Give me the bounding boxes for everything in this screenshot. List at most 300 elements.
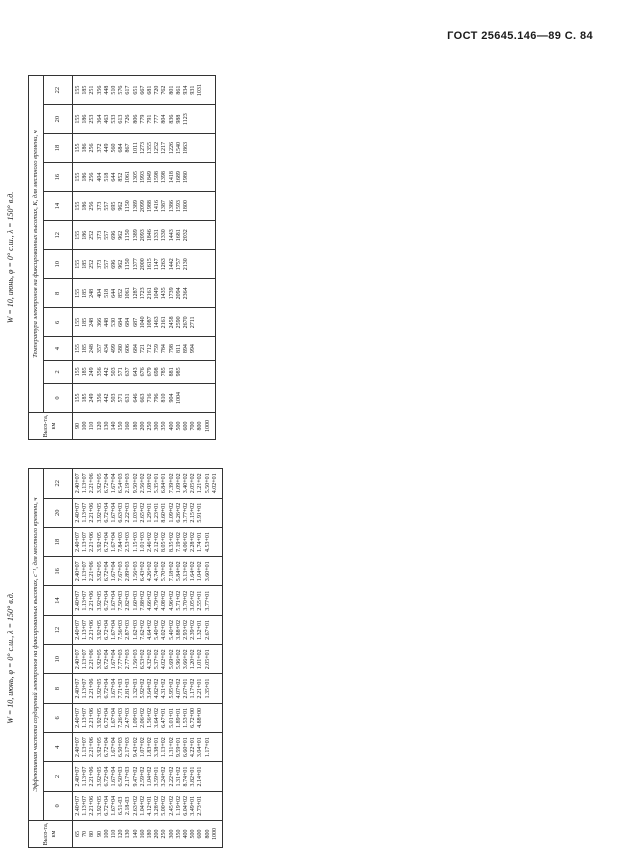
table-cell: 576 <box>118 85 125 95</box>
table-cell: 2032 <box>183 229 190 242</box>
data-column <box>73 469 223 499</box>
table-cell: 759 <box>154 344 161 354</box>
table-cell: 560 <box>111 143 118 153</box>
height-value: 80 <box>89 831 96 837</box>
table-cell: 644 <box>111 288 118 298</box>
table-cell: 533 <box>111 114 118 124</box>
table-cell: 1150 <box>125 258 132 271</box>
table-cell: 1.29+01 <box>147 502 154 523</box>
table-cell: 4.88+00 <box>197 707 204 728</box>
table-cell: 606 <box>125 344 132 354</box>
table-cell: 155 <box>75 393 81 403</box>
column-header: 2 <box>44 360 73 383</box>
table-cell: 2.93+02 <box>183 620 190 640</box>
table-cell: 1849 <box>147 171 154 184</box>
table-cell: 404 <box>96 172 103 182</box>
table-cell: 810 <box>161 393 168 403</box>
data-column <box>73 586 223 615</box>
table-cell: 6.63+03 <box>118 502 125 523</box>
height-value: 140 <box>111 421 118 431</box>
data-column <box>73 360 216 383</box>
table-cell: 1.15+03 <box>132 532 139 552</box>
height-value: 350 <box>175 829 182 839</box>
table-205-subtitle: W = 10, июнь, φ = 0° с.ш., λ = 150° в.д. <box>6 592 15 724</box>
table-cell: 720 <box>154 85 161 95</box>
table-cell: 256 <box>89 143 96 153</box>
table-cell: 6.50+03 <box>118 766 125 787</box>
column-header: 14 <box>44 586 73 615</box>
height-value: 250 <box>161 829 168 839</box>
table-cell: 1.67+04 <box>111 473 118 494</box>
table-cell: 580 <box>118 344 125 354</box>
table-cell: 2.18-03 <box>125 796 132 816</box>
table-cell: 2.65+02 <box>139 502 146 523</box>
table-cell: 530 <box>111 317 118 327</box>
table-cell: 684 <box>125 317 132 327</box>
table-cell: 1.32+03 <box>132 678 139 699</box>
table-cell: 1040 <box>139 316 146 329</box>
table-cell: 185 <box>82 367 89 377</box>
table-cell: 617 <box>125 85 132 95</box>
table-cell: 1418 <box>168 171 175 184</box>
height-header: Высо-та, км <box>29 821 73 848</box>
table-cell: 2.17+03 <box>125 737 132 758</box>
table-cell: 696 <box>111 230 118 240</box>
table-cell: 7.26+03 <box>118 707 125 728</box>
table-cell: 2130 <box>183 258 190 271</box>
table-cell: 7.19+02 <box>175 532 182 552</box>
table-cell: 1.08+02 <box>147 473 154 494</box>
table-cell: 155 <box>75 344 81 354</box>
table-cell: 904 <box>168 393 175 403</box>
table-cell: 571 <box>118 393 125 403</box>
table-cell: 5.71+02 <box>175 590 182 611</box>
data-column <box>73 645 223 674</box>
table-cell: 248 <box>89 288 96 298</box>
table-cell: 1.13+02 <box>161 737 168 758</box>
table-cell: 3.05+02 <box>190 590 197 611</box>
table-cell: 1.53+01 <box>183 707 190 728</box>
table-cell: 1.67+04 <box>111 620 118 640</box>
table-cell: 1463 <box>154 316 161 329</box>
table-cell: 1.09+02 <box>168 502 175 523</box>
table-cell: 3.59+01 <box>154 766 161 787</box>
data-column <box>73 527 223 556</box>
table-cell: 2590 <box>175 316 182 329</box>
table-cell: 1.13+07 <box>82 678 89 699</box>
table-cell: 1.67+04 <box>111 766 118 787</box>
table-cell: 861 <box>175 85 182 95</box>
table-cell: 6.72+00 <box>190 707 197 728</box>
table-cell: 1863 <box>183 142 190 155</box>
table-cell: 1.89+01 <box>175 707 182 728</box>
table-cell: 6.72+04 <box>103 473 110 494</box>
table-cell: 4.02+02 <box>161 649 168 670</box>
height-value: 110 <box>89 421 96 431</box>
table-cell: 2.77+03 <box>125 649 132 670</box>
table-cell: 1.62+03 <box>132 620 139 640</box>
data-column <box>73 383 216 412</box>
table-cell: 4.53+01 <box>204 532 211 552</box>
table-cell: 2.40+07 <box>75 795 81 816</box>
table-cell: 2.21+06 <box>89 707 96 728</box>
height-value: 160 <box>139 829 146 839</box>
column-header: 6 <box>44 308 73 337</box>
table-204 <box>28 75 216 440</box>
table-cell: 8.60+01 <box>161 502 168 523</box>
table-cell: 1.74+01 <box>197 532 204 552</box>
table-cell: 9.50+02 <box>132 473 139 494</box>
table-cell: 7.39+02 <box>168 473 175 494</box>
table-cell: 155 <box>75 367 81 377</box>
table-cell: 6.72+04 <box>103 532 110 552</box>
table-cell: 5.91+01 <box>197 502 204 523</box>
table-cell: 7.67+03 <box>118 561 125 582</box>
table-cell: 4.66+02 <box>147 590 154 611</box>
height-value: 700 <box>190 421 197 431</box>
table-cell: 2.21+06 <box>89 737 96 758</box>
table-cell: 2.40+07 <box>75 561 81 582</box>
table-cell: 1330 <box>161 229 168 242</box>
table-cell: 2000 <box>139 258 146 271</box>
column-header: 0 <box>44 791 73 820</box>
table-cell: 2711 <box>190 316 197 329</box>
table-cell: 2.22+03 <box>125 502 132 523</box>
table-cell: 3.92+05 <box>96 707 103 728</box>
table-cell: 4.12+01 <box>147 795 154 816</box>
table-cell: 7.62+02 <box>139 620 146 640</box>
table-cell: 962 <box>118 230 125 240</box>
table-cell: 1540 <box>175 142 182 155</box>
table-cell: 1.04+02 <box>139 795 146 816</box>
table-204-subtitle: W = 10, июнь, φ = 0° с.ш., λ = 150° в.д. <box>6 191 15 324</box>
table-cell: 6.43+02 <box>139 561 146 582</box>
table-cell: 5.69+02 <box>168 649 175 670</box>
height-value: 600 <box>183 421 190 431</box>
table-cell: 6.50+03 <box>118 737 125 758</box>
table-cell: 2.21+06 <box>89 590 96 611</box>
table-cell: 253 <box>89 114 96 124</box>
table-cell: 8.35+02 <box>168 532 175 552</box>
table-cell: 2364 <box>183 287 190 300</box>
table-cell: 3.92+05 <box>96 532 103 552</box>
table-cell: 881 <box>168 367 175 377</box>
table-cell: 248 <box>89 317 96 327</box>
table-cell: 643 <box>132 367 139 377</box>
height-value: 100 <box>103 829 110 839</box>
table-cell: 852 <box>118 288 125 298</box>
table-cell: 6.72+04 <box>103 766 110 787</box>
table-cell: 4.02+01 <box>211 473 218 494</box>
table-cell: 931 <box>190 85 197 95</box>
table-cell: 404 <box>96 288 103 298</box>
table-cell: 2.40+07 <box>75 473 81 494</box>
table-cell: 3.92+05 <box>96 649 103 670</box>
table-cell: 779 <box>139 114 146 124</box>
table-cell: 373 <box>96 201 103 211</box>
table-cell: 2.47+03 <box>125 707 132 728</box>
table-cell: 1.20+02 <box>190 649 197 670</box>
table-cell: 3.88+02 <box>175 620 182 640</box>
table-cell: 684 <box>118 143 125 153</box>
table-cell: 357 <box>96 344 103 354</box>
page-header: ГОСТ 25645.146—89 С. 84 <box>447 30 593 42</box>
data-column <box>73 762 223 791</box>
table-cell: 3.92+05 <box>96 620 103 640</box>
table-cell: 2.63+02 <box>132 795 139 816</box>
table-cell: 1.56+02 <box>147 707 154 728</box>
data-column <box>73 791 223 820</box>
table-cell: 155 <box>75 85 81 95</box>
table-cell: 252 <box>89 230 96 240</box>
table-cell: 2.81+03 <box>125 678 132 699</box>
table-cell: 356 <box>96 367 103 377</box>
height-value: 130 <box>103 421 110 431</box>
table-cell: 3.40+02 <box>183 473 190 494</box>
table-cell: 4.79+02 <box>154 590 161 611</box>
table-cell: 1.21+02 <box>197 473 204 494</box>
column-header: 20 <box>44 105 73 134</box>
table-cell: 1.83+02 <box>147 737 154 758</box>
height-value: 500 <box>175 421 182 431</box>
table-cell: 1355 <box>147 142 154 155</box>
table-cell: 2.05+01 <box>204 649 211 670</box>
table-cell: 6.72+04 <box>103 502 110 523</box>
table-cell: 8.05+02 <box>161 532 168 552</box>
table-cell: 571 <box>118 367 125 377</box>
column-header: 12 <box>44 615 73 644</box>
column-header: 12 <box>44 221 73 250</box>
table-cell: 1398 <box>161 171 168 184</box>
table-cell: 3.49+01 <box>190 795 197 816</box>
table-cell: 1.64+02 <box>190 561 197 582</box>
table-cell: 1.09+03 <box>132 707 139 728</box>
table-cell: 1.31+02 <box>175 766 182 787</box>
table-cell: 4.32+02 <box>147 649 154 670</box>
table-cell: 7.56+03 <box>118 620 125 640</box>
table-cell: 801 <box>168 85 175 95</box>
table-cell: 3.04+01 <box>197 737 204 758</box>
table-cell: 3.77+02 <box>183 502 190 523</box>
column-header: 4 <box>44 337 73 360</box>
table-cell: 185 <box>82 85 89 95</box>
table-cell: 442 <box>103 393 110 403</box>
table-cell: 1.67+04 <box>111 590 118 611</box>
table-cell: 1.07+02 <box>139 737 146 758</box>
table-cell: 2.40+07 <box>75 766 81 787</box>
table-cell: 503 <box>111 393 118 403</box>
table-cell: 3.38+01 <box>154 737 161 758</box>
table-cell: 1.09+02 <box>175 473 182 494</box>
table-cell: 2.56+02 <box>139 473 146 494</box>
table-cell: 1757 <box>175 258 182 271</box>
table-cell: 6.47+01 <box>161 707 168 728</box>
column-header: 22 <box>44 76 73 105</box>
column-header: 18 <box>44 527 73 556</box>
table-cell: 518 <box>103 172 110 182</box>
table-cell: 1435 <box>161 287 168 300</box>
table-cell: 155 <box>75 114 81 124</box>
table-cell: 3.92+05 <box>96 766 103 787</box>
data-column <box>73 308 216 337</box>
table-cell: 6.72+04 <box>103 678 110 699</box>
table-cell: 2.14+01 <box>197 766 204 787</box>
table-cell: 1.17+02 <box>190 678 197 699</box>
table-cell: 5.37+02 <box>154 649 161 670</box>
table-cell: 4.82+02 <box>154 678 161 699</box>
table-cell: 2.39+02 <box>190 620 197 640</box>
column-header: 10 <box>44 250 73 279</box>
table-cell: 1031 <box>197 84 204 97</box>
data-column <box>73 192 216 221</box>
table-cell: 791 <box>147 114 154 124</box>
table-cell: 155 <box>75 201 81 211</box>
table-cell: 503 <box>111 367 118 377</box>
table-cell: 1252 <box>154 142 161 155</box>
table-cell: 256 <box>89 172 96 182</box>
table-cell: 2.21+06 <box>89 795 96 816</box>
height-value: 1000 <box>211 828 218 840</box>
height-value: 200 <box>139 421 146 431</box>
table-cell: 811 <box>175 344 182 353</box>
table-cell: 557 <box>103 201 110 211</box>
table-cell: 2.59+02 <box>139 766 146 787</box>
table-cell: 4.07+02 <box>175 678 182 699</box>
table-cell: 1.13+07 <box>82 737 89 758</box>
table-cell: 1.35+01 <box>204 678 211 699</box>
table-cell: 4.64+02 <box>147 620 154 640</box>
table-cell: 2.67+01 <box>204 620 211 640</box>
data-column <box>73 221 216 250</box>
height-value: 90 <box>75 423 81 429</box>
table-cell: 249 <box>89 367 96 377</box>
table-cell: 3.92+05 <box>96 473 103 494</box>
table-cell: 463 <box>103 114 110 124</box>
table-cell: 7.77+03 <box>118 649 125 670</box>
table-205-span-title: Эффективная частота соударений электронов на фиксированных высотах, с⁻¹, для местного времени, ч <box>29 469 44 821</box>
table-cell: 5.01+01 <box>168 707 175 728</box>
table-cell: 1061 <box>125 287 132 300</box>
table-cell: 5.95+02 <box>168 678 175 699</box>
table-cell: 695 <box>111 201 118 211</box>
table-cell: 6.72+04 <box>103 590 110 611</box>
table-cell: 9.59+01 <box>175 737 182 758</box>
table-cell: 557 <box>103 230 110 240</box>
table-cell: 185 <box>82 344 89 354</box>
table-cell: 867 <box>125 143 132 153</box>
table-cell: 6.72+04 <box>103 649 110 670</box>
table-cell: 1988 <box>147 200 154 213</box>
table-cell: 1.17+01 <box>204 737 211 758</box>
data-column <box>73 337 216 360</box>
table-cell: 1217 <box>161 142 168 155</box>
table-cell: 3.92+05 <box>96 795 103 816</box>
table-cell: 1.67+04 <box>111 795 118 816</box>
table-cell: 2.40+07 <box>75 649 81 670</box>
table-cell: 6.72+04 <box>103 737 110 758</box>
height-value: 160 <box>125 421 132 431</box>
table-cell: 186 <box>82 143 89 153</box>
table-cell: 1061 <box>125 171 132 184</box>
table-cell: 1739 <box>168 287 175 300</box>
table-cell: 613 <box>118 114 125 124</box>
table-cell: 696 <box>111 259 118 269</box>
table-cell: 2.19+03 <box>125 473 132 494</box>
table-cell: 1004 <box>175 391 182 404</box>
column-header: 6 <box>44 703 73 732</box>
table-cell: 155 <box>75 317 81 327</box>
table-cell: 2094 <box>175 287 182 300</box>
data-column <box>73 279 216 308</box>
table-cell: 721 <box>139 344 146 354</box>
column-header: 14 <box>44 192 73 221</box>
table-cell: 2.40+07 <box>75 707 81 728</box>
column-header: 18 <box>44 134 73 163</box>
height-value: 250 <box>147 421 154 431</box>
table-cell: 3.13+02 <box>183 561 190 582</box>
table-cell: 804 <box>161 114 168 124</box>
table-cell: 2.21+06 <box>89 678 96 699</box>
table-cell: 2.53+03 <box>125 532 132 552</box>
data-column <box>73 76 216 105</box>
table-cell: 962 <box>118 201 125 211</box>
table-cell: 9.47+02 <box>132 766 139 787</box>
table-cell: 994 <box>190 344 197 354</box>
table-cell: 2.40+07 <box>75 678 81 699</box>
data-column <box>73 557 223 586</box>
table-cell: 155 <box>75 259 81 269</box>
table-cell: 1598 <box>154 171 161 184</box>
height-header: Высо-та, км <box>29 413 73 440</box>
table-cell: 186 <box>82 230 89 240</box>
table-cell: 988 <box>175 114 182 124</box>
column-header: 20 <box>44 498 73 527</box>
table-cell: 1.67+04 <box>111 707 118 728</box>
height-value: 400 <box>168 421 175 431</box>
table-cell: 1389 <box>132 200 139 213</box>
column-header: 8 <box>44 674 73 703</box>
table-cell: 6.72+04 <box>103 707 110 728</box>
column-header: 8 <box>44 279 73 308</box>
table-cell: 185 <box>82 393 89 403</box>
table-cell: 1.13+07 <box>82 620 89 640</box>
table-cell: 1416 <box>154 200 161 213</box>
height-value: 350 <box>161 421 168 431</box>
table-cell: 2.17+03 <box>125 766 132 787</box>
table-cell: 934 <box>183 85 190 95</box>
table-cell: 1386 <box>168 200 175 213</box>
table-cell: 1.13+07 <box>82 561 89 582</box>
table-cell: 5.35+01 <box>154 473 161 494</box>
table-cell: 806 <box>132 114 139 124</box>
table-cell: 1.13+07 <box>82 532 89 552</box>
table-cell: 1.13+07 <box>82 707 89 728</box>
table-cell: 698 <box>154 367 161 377</box>
table-cell: 248 <box>89 344 96 354</box>
height-value: 800 <box>197 421 204 431</box>
table-cell: 716 <box>147 393 154 403</box>
table-cell: 2.21+01 <box>197 678 204 699</box>
height-value: 200 <box>154 829 161 839</box>
table-cell: 5.40+02 <box>154 620 161 640</box>
table-cell: 3.92+05 <box>96 502 103 523</box>
table-cell: 644 <box>111 172 118 182</box>
height-value: 180 <box>132 421 139 431</box>
table-cell: 2.21+06 <box>89 532 96 552</box>
table-cell: 1.01+02 <box>197 649 204 670</box>
table-cell: 510 <box>111 85 118 95</box>
table-cell: 3.92+05 <box>96 678 103 699</box>
